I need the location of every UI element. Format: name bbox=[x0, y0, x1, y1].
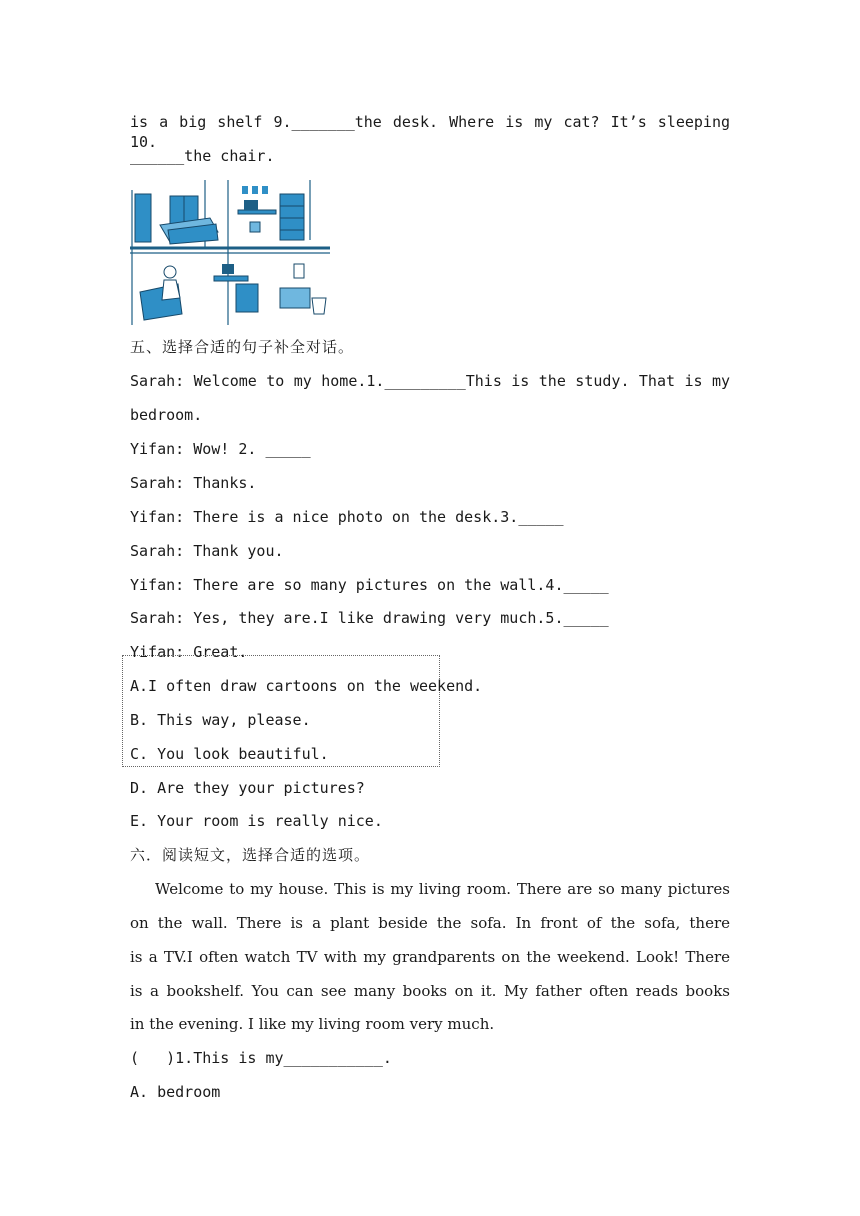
option-e: E. Your room is really nice. bbox=[130, 812, 383, 830]
dialogue-line: Sarah: Thank you. bbox=[130, 542, 284, 560]
fill-in-line-9: is a big shelf 9._______the desk. Where is my cat? It’s sleeping 10. bbox=[130, 113, 730, 151]
question-1: ( )1.This is my___________. bbox=[130, 1049, 392, 1067]
option-c: C. You look beautiful. bbox=[130, 745, 329, 763]
dialogue-line: Sarah: Welcome to my home.1._________This is the study. That is my bbox=[130, 372, 730, 390]
passage-line: on the wall. There is a plant beside the sofa. In front of the sofa, there bbox=[130, 914, 730, 932]
option-a: A.I often draw cartoons on the weekend. bbox=[130, 677, 483, 695]
dialogue-line: Yifan: Wow! 2. _____ bbox=[130, 440, 311, 458]
option-b: B. This way, please. bbox=[130, 711, 311, 729]
dialogue-line: Yifan: There is a nice photo on the desk.3._____ bbox=[130, 508, 564, 526]
dialogue-line: Sarah: Thanks. bbox=[130, 474, 257, 492]
dialogue-line: bedroom. bbox=[130, 406, 203, 424]
house-cutaway-illustration bbox=[130, 180, 330, 325]
fill-in-line-10: ______the chair. bbox=[130, 147, 275, 165]
passage-line: Welcome to my house. This is my living room. There are so many pictures bbox=[155, 880, 730, 898]
passage-line: is a TV.I often watch TV with my grandparents on the weekend. Look! There bbox=[130, 948, 730, 966]
dialogue-line: Yifan: There are so many pictures on the wall.4._____ bbox=[130, 576, 609, 594]
question-1-option-a: A. bedroom bbox=[130, 1083, 221, 1101]
dialogue-line: Sarah: Yes, they are.I like drawing very much.5._____ bbox=[130, 609, 609, 627]
dialogue-line: Yifan: Great. bbox=[130, 643, 248, 661]
section6-heading: 六．阅读短文，选择合适的选项。 bbox=[130, 846, 371, 864]
passage-line: in the evening. I like my living room very much. bbox=[130, 1015, 495, 1033]
section5-heading: 五、选择合适的句子补全对话。 bbox=[130, 338, 355, 356]
passage-line: is a bookshelf. You can see many books on it. My father often reads books bbox=[130, 982, 730, 1000]
option-d: D. Are they your pictures? bbox=[130, 779, 365, 797]
